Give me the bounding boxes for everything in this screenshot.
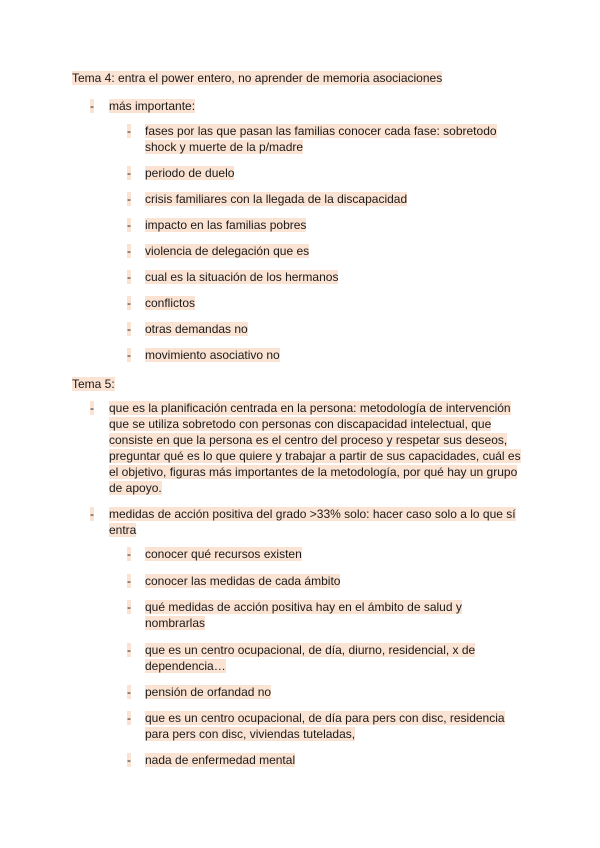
tema5-subitem-dash: -	[127, 753, 131, 767]
tema4-subitem-dash: -	[127, 218, 131, 232]
tema5-subitem-text: dependencia…	[145, 659, 226, 673]
tema5-subitem-text: para pers con disc, viviendas tuteladas,	[145, 727, 356, 741]
tema5-bullet-text: consiste en que la persona es el centro del proceso y respetar sus deseos,	[109, 433, 508, 447]
tema4-subitem-text: shock y muerte de la p/madre	[145, 140, 304, 154]
tema5-bullet-text: que es la planificación centrada en la persona: metodología de intervención	[109, 401, 511, 415]
tema4-subitem-text: periodo de duelo	[145, 166, 235, 180]
tema5-subitem-dash: -	[127, 711, 131, 725]
tema5-subitem-text: que es un centro ocupacional, de día para pers con disc, residencia	[145, 711, 505, 725]
tema5-subitem-text: conocer qué recursos existen	[145, 547, 302, 561]
tema4-subitem-text: violencia de delegación que es	[145, 244, 310, 258]
tema5-bullet-text: medidas de acción positiva del grado >33% solo: hacer caso solo a lo que sí	[109, 507, 516, 521]
tema5-bullet-text: el objetivo, figuras más importantes de la metodología, por qué hay un grupo	[109, 465, 518, 479]
tema5-bullet-dash: -	[90, 401, 94, 415]
tema4-subitem-text: crisis familiares con la llegada de la discapacidad	[145, 192, 408, 206]
tema5-bullet-text: que se utiliza sobretodo con personas con discapacidad intelectual, que	[109, 417, 492, 431]
tema4-subitem-dash: -	[127, 192, 131, 206]
tema4-bullet	[109, 98, 195, 114]
tema4-bullet-dash: -	[90, 99, 94, 113]
tema4-subitem-dash: -	[127, 244, 131, 258]
tema4-subitem-text: otras demandas no	[145, 322, 248, 336]
tema4-subitem-text: conflictos	[145, 296, 196, 310]
tema4-subitem-text: fases por las que pasan las familias conocer cada fase: sobretodo	[145, 124, 497, 138]
tema5-bullet-text: de apoyo.	[109, 481, 162, 495]
tema5-heading-text: Tema 5:	[72, 377, 115, 391]
tema5-subitem-text: pensión de orfandad no	[145, 685, 272, 699]
tema4-subitem-dash: -	[127, 270, 131, 284]
tema5-subitem-text: qué medidas de acción positiva hay en el ámbito de salud y	[145, 600, 462, 614]
tema4-subitem-dash: -	[127, 124, 131, 138]
tema4-subitem-dash: -	[127, 348, 131, 362]
tema5-subitem-text: que es un centro ocupacional, de día, diurno, residencial, x de	[145, 643, 476, 657]
tema5-heading	[72, 376, 115, 392]
tema5-bullet-text: preguntar qué es lo que quiere y trabajar a partir de sus capacidades, cuál es	[109, 449, 521, 463]
tema4-heading	[72, 70, 442, 86]
tema4-bullet-text: más importante:	[109, 99, 196, 113]
tema5-subitem-dash: -	[127, 547, 131, 561]
tema4-subitem-text: cual es la situación de los hermanos	[145, 270, 339, 284]
tema4-subitem-dash: -	[127, 296, 131, 310]
tema5-subitem-text: nada de enfermedad mental	[145, 753, 296, 767]
tema5-subitem-text: nombrarlas	[145, 616, 206, 630]
tema4-subitem-dash: -	[127, 322, 131, 336]
tema5-subitem-dash: -	[127, 685, 131, 699]
tema4-heading-text: Tema 4: entra el power entero, no aprender de memoria asociaciones	[72, 71, 443, 85]
tema5-subitem-dash: -	[127, 600, 131, 614]
tema5-subitem-dash: -	[127, 574, 131, 588]
tema4-subitem-text: movimiento asociativo no	[145, 348, 280, 362]
tema4-subitem-dash: -	[127, 166, 131, 180]
tema5-bullet-dash: -	[90, 507, 94, 521]
tema5-bullet-text: entra	[109, 523, 137, 537]
tema5-subitem-text: conocer las medidas de cada ámbito	[145, 574, 341, 588]
tema4-subitem-text: impacto en las familias pobres	[145, 218, 307, 232]
tema5-subitem-dash: -	[127, 643, 131, 657]
